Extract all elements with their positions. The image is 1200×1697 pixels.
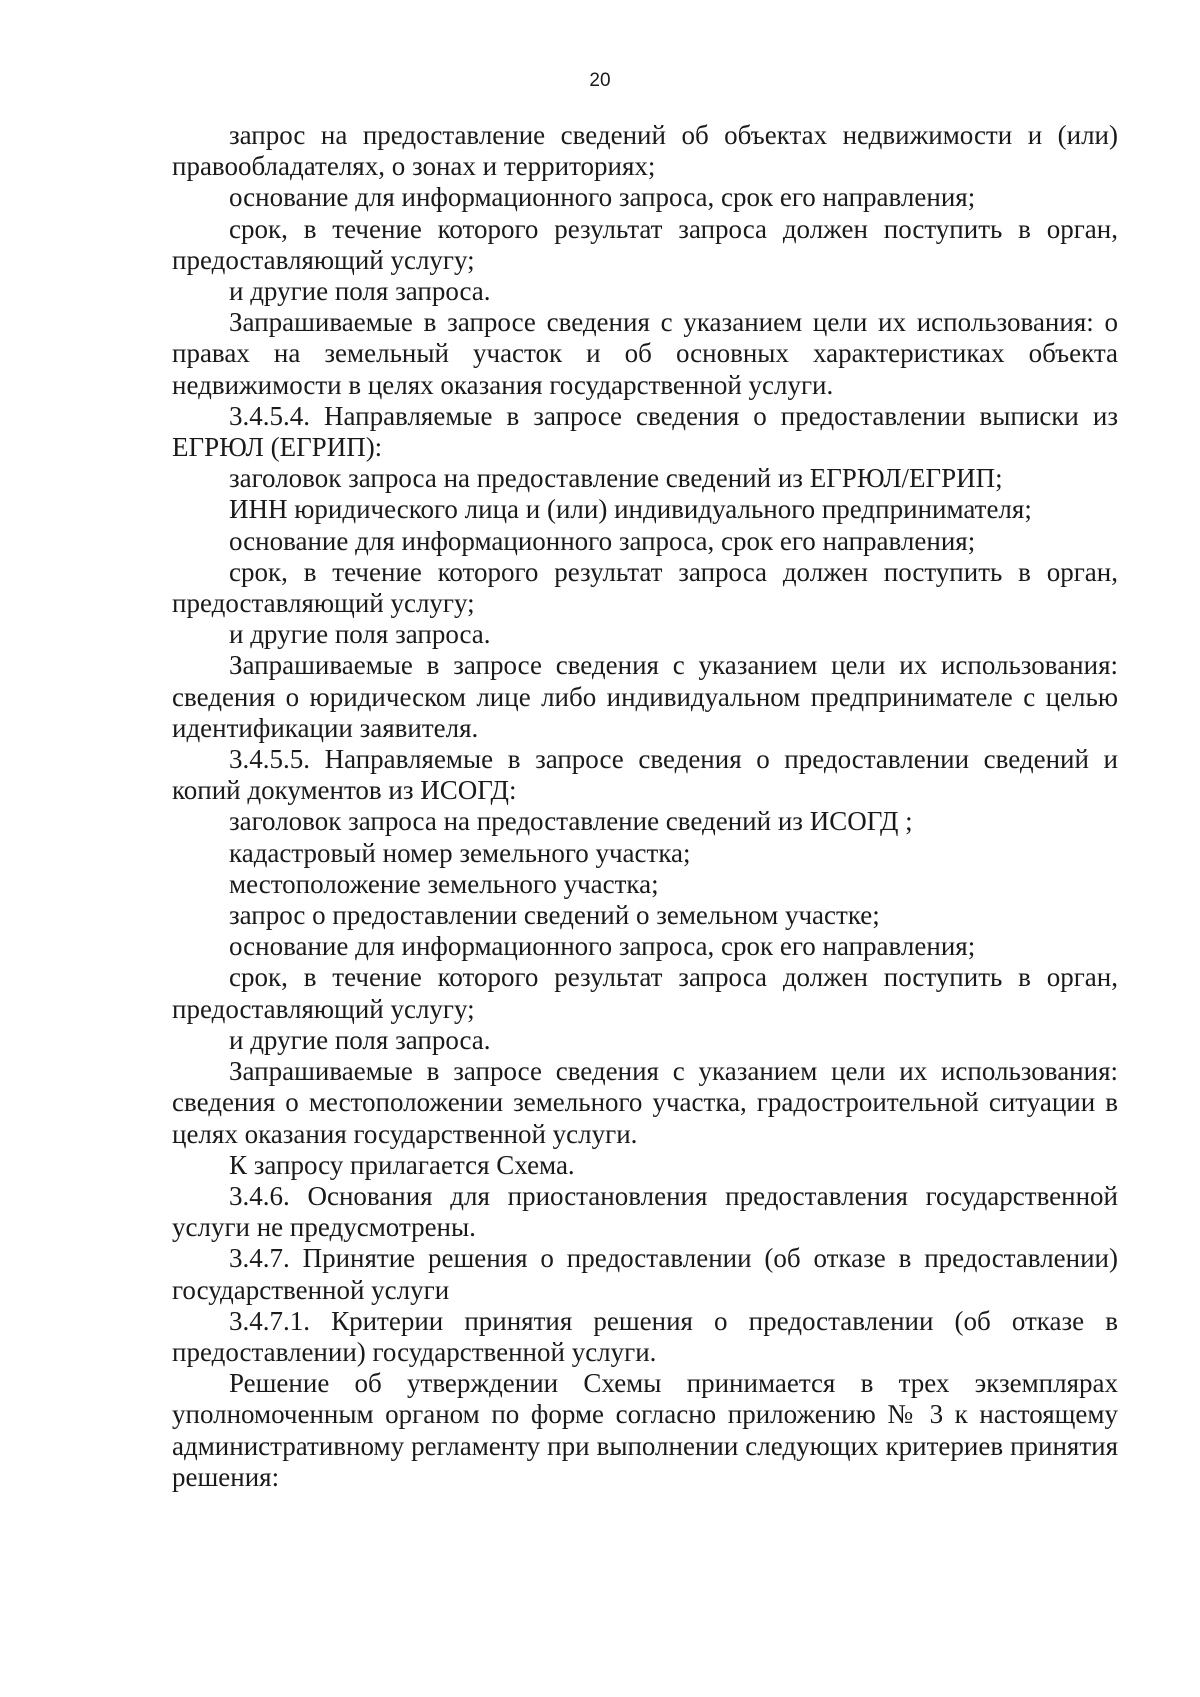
- page-number: 20: [589, 70, 611, 91]
- paragraph: основание для информационного запроса, срок его направления;: [229, 182, 976, 213]
- paragraph: Запрашиваемые в запросе сведения с указанием цели их использования: сведения о юридическом лице либо индивидуальном предпринимателе с целью идентификации заявителя.: [172, 650, 1118, 743]
- document-body: [172, 120, 1118, 1493]
- section-paragraph-3-4-5-5: 3.4.5.5. Направляемые в запросе сведения о предоставлении сведений и копий документов из ИСОГД:: [172, 744, 1118, 806]
- paragraph: кадастровый номер земельного участка;: [229, 837, 691, 868]
- paragraph: срок, в течение которого результат запроса должен поступить в орган, предоставляющий услугу;: [172, 556, 1118, 619]
- paragraph: местоположение земельного участка;: [229, 868, 659, 899]
- section-paragraph-3-4-6: 3.4.6. Основания для приостановления предоставления государственной услуги не предусмотрены.: [172, 1180, 1118, 1243]
- section-paragraph-3-4-7-1: 3.4.7.1. Критерии принятия решения о предоставлении (об отказе в предоставлении) государственной услуги.: [172, 1305, 1118, 1367]
- section-paragraph-3-4-5-4: 3.4.5.4. Направляемые в запросе сведения о предоставлении выписки из ЕГРЮЛ (ЕГРИП):: [172, 400, 1118, 463]
- paragraph: К запросу прилагается Схема.: [229, 1149, 575, 1180]
- paragraph: срок, в течение которого результат запроса должен поступить в орган, предоставляющий услугу;: [172, 213, 1118, 275]
- paragraph: основание для информационного запроса, срок его направления;: [229, 525, 976, 556]
- paragraph: и другие поля запроса.: [229, 276, 491, 307]
- paragraph: заголовок запроса на предоставление сведений из ЕГРЮЛ/ЕГРИП;: [229, 463, 1003, 494]
- paragraph: Запрашиваемые в запросе сведения с указанием цели их использования: о правах на земельный участок и об основных характеристиках объекта недвижимости в целях оказания государственной услуги.: [172, 307, 1118, 400]
- paragraph: ИНН юридического лица и (или) индивидуального предпринимателя;: [229, 494, 1032, 525]
- paragraph: и другие поля запроса.: [229, 1024, 491, 1055]
- paragraph: Запрашиваемые в запросе сведения с указанием цели их использования: сведения о местоположении земельного участка, градостроительной ситуации в целях оказания государственной услуги.: [172, 1056, 1118, 1149]
- section-paragraph-3-4-7: 3.4.7. Принятие решения о предоставлении (об отказе в предоставлении) государственной услуги: [172, 1243, 1118, 1305]
- paragraph: Решение об утверждении Схемы принимается в трех экземплярах уполномоченным органом по форме согласно приложению № 3 к настоящему административному регламенту при выполнении следующих критериев принятия решения:: [172, 1368, 1118, 1492]
- paragraph: срок, в течение которого результат запроса должен поступить в орган, предоставляющий услугу;: [172, 962, 1118, 1024]
- paragraph: и другие поля запроса.: [229, 619, 491, 650]
- paragraph: заголовок запроса на предоставление сведений из ИСОГД ;: [229, 806, 913, 837]
- paragraph: основание для информационного запроса, срок его направления;: [229, 931, 976, 962]
- paragraph: запрос на предоставление сведений об объектах недвижимости и (или) правообладателях, о зонах и территориях;: [172, 120, 1118, 182]
- paragraph: запрос о предоставлении сведений о земельном участке;: [229, 900, 880, 931]
